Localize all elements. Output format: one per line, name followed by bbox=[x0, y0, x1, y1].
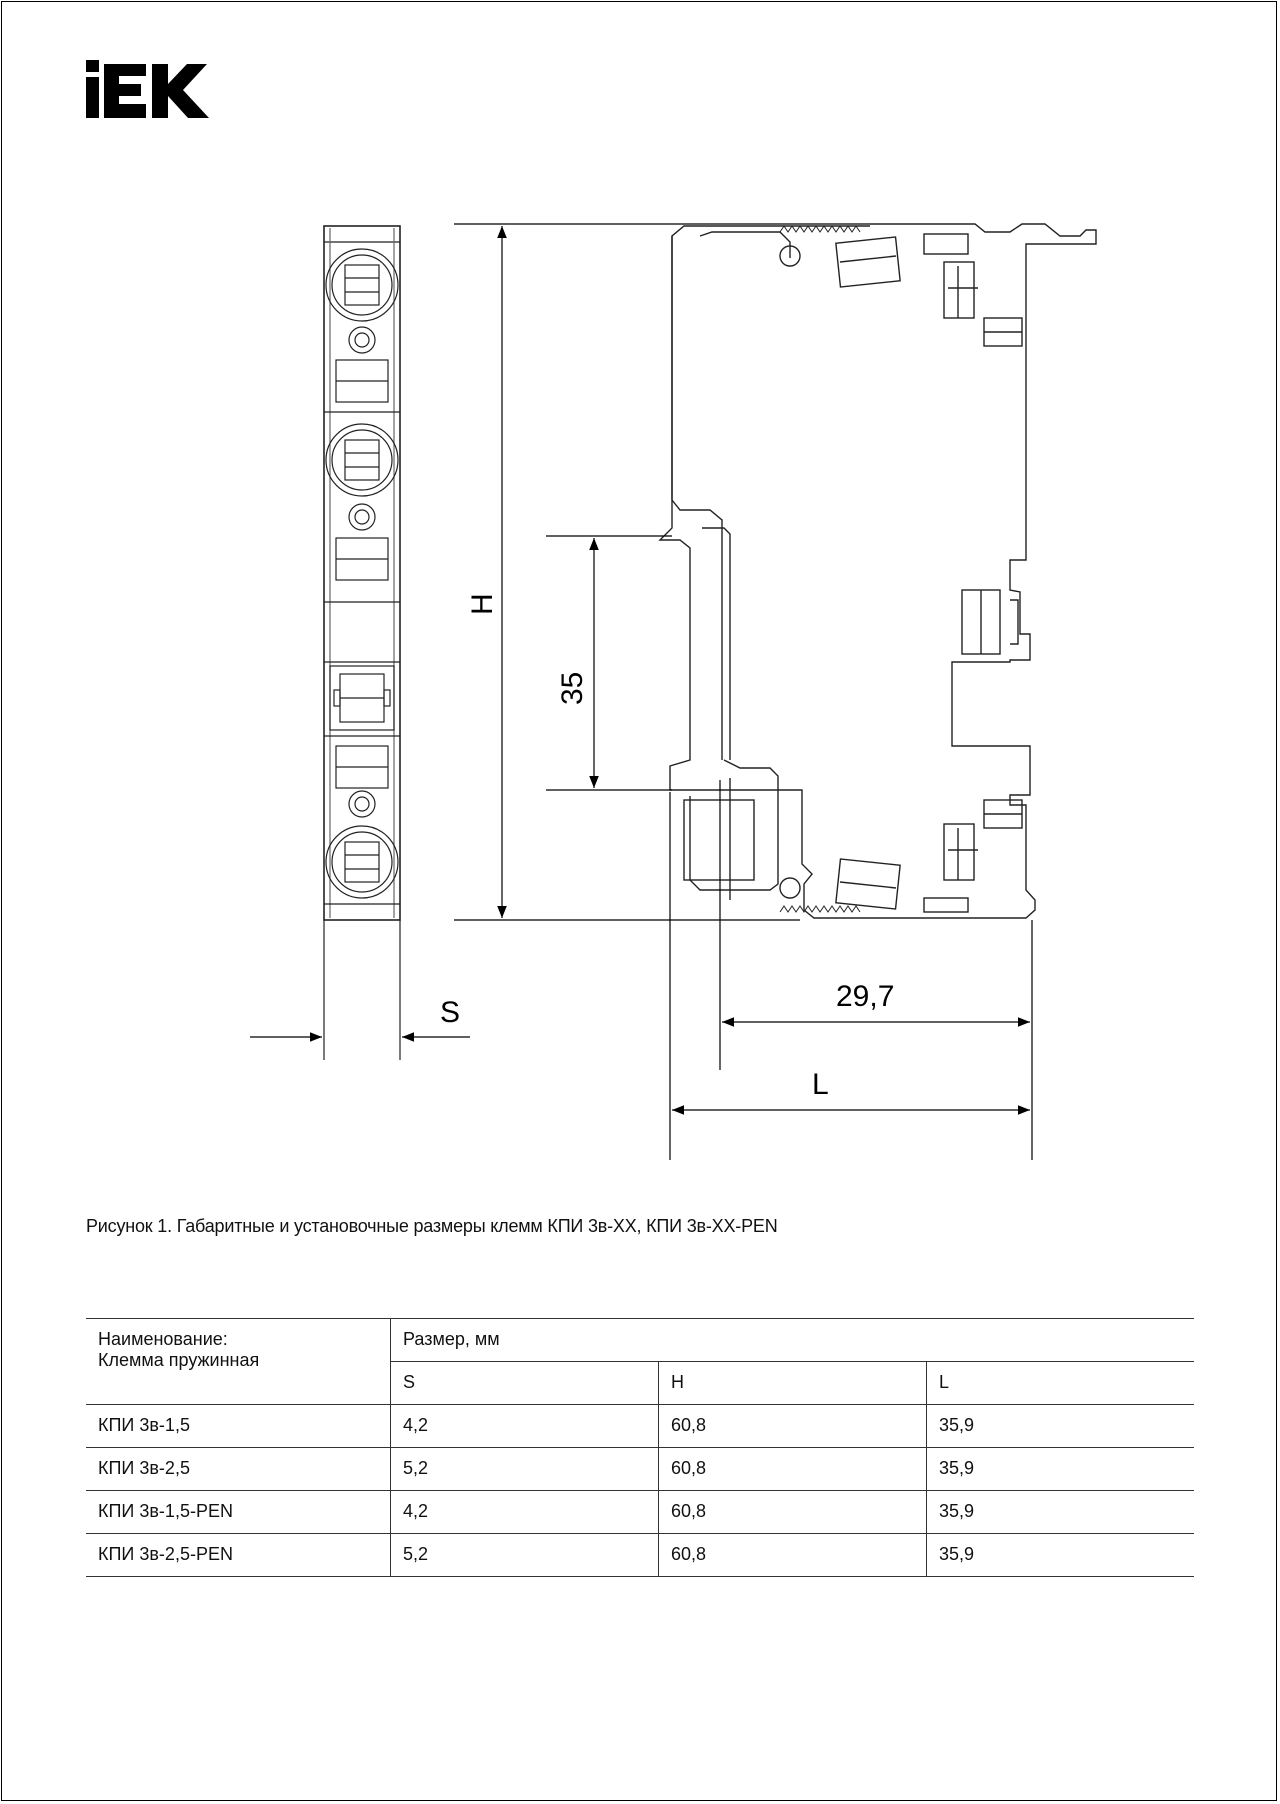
row-s: 4,2 bbox=[391, 1405, 659, 1448]
name-header-line1: Наименование: bbox=[98, 1329, 228, 1349]
row-s: 4,2 bbox=[391, 1491, 659, 1534]
name-header bbox=[86, 1319, 391, 1405]
row-h: 60,8 bbox=[659, 1448, 927, 1491]
row-l: 35,9 bbox=[927, 1534, 1195, 1577]
row-h: 60,8 bbox=[659, 1405, 927, 1448]
table-row bbox=[86, 1534, 1194, 1577]
col-l-header: L bbox=[927, 1362, 1195, 1405]
h-label: H bbox=[466, 593, 499, 615]
row-l: 35,9 bbox=[927, 1405, 1195, 1448]
h-dimension bbox=[454, 224, 870, 920]
row-name: КПИ 3в-2,5-PEN bbox=[86, 1534, 391, 1577]
row-name: КПИ 3в-2,5 bbox=[86, 1448, 391, 1491]
row-l: 35,9 bbox=[927, 1448, 1195, 1491]
l-dimension bbox=[670, 792, 1030, 1160]
table-row bbox=[86, 1448, 1194, 1491]
row-s: 5,2 bbox=[391, 1534, 659, 1577]
rail-dimension bbox=[546, 536, 672, 790]
row-l: 35,9 bbox=[927, 1491, 1195, 1534]
col-s-header: S bbox=[391, 1362, 659, 1405]
size-header: Размер, мм bbox=[391, 1319, 1195, 1362]
l-label: L bbox=[812, 1068, 829, 1101]
inner-label: 29,7 bbox=[836, 980, 895, 1013]
rail-label: 35 bbox=[556, 671, 589, 705]
side-view-teeth bbox=[780, 226, 860, 912]
row-h: 60,8 bbox=[659, 1534, 927, 1577]
side-view bbox=[660, 224, 1096, 918]
inner-dimension bbox=[720, 780, 1032, 1160]
table-row bbox=[86, 1405, 1194, 1448]
name-header-line2: Клемма пружинная bbox=[98, 1350, 260, 1370]
row-h: 60,8 bbox=[659, 1491, 927, 1534]
row-s: 5,2 bbox=[391, 1448, 659, 1491]
col-h-header: H bbox=[659, 1362, 927, 1405]
figure-caption: Рисунок 1. Габаритные и установочные размеры клемм КПИ 3в-XX, КПИ 3в-XX-PEN bbox=[86, 1216, 778, 1236]
front-view bbox=[324, 226, 400, 1060]
dimensions-table bbox=[86, 1318, 1194, 1577]
table-header-row bbox=[86, 1319, 1194, 1362]
row-name: КПИ 3в-1,5-PEN bbox=[86, 1491, 391, 1534]
table-row bbox=[86, 1491, 1194, 1534]
row-name: КПИ 3в-1,5 bbox=[86, 1405, 391, 1448]
s-label: S bbox=[440, 996, 461, 1029]
